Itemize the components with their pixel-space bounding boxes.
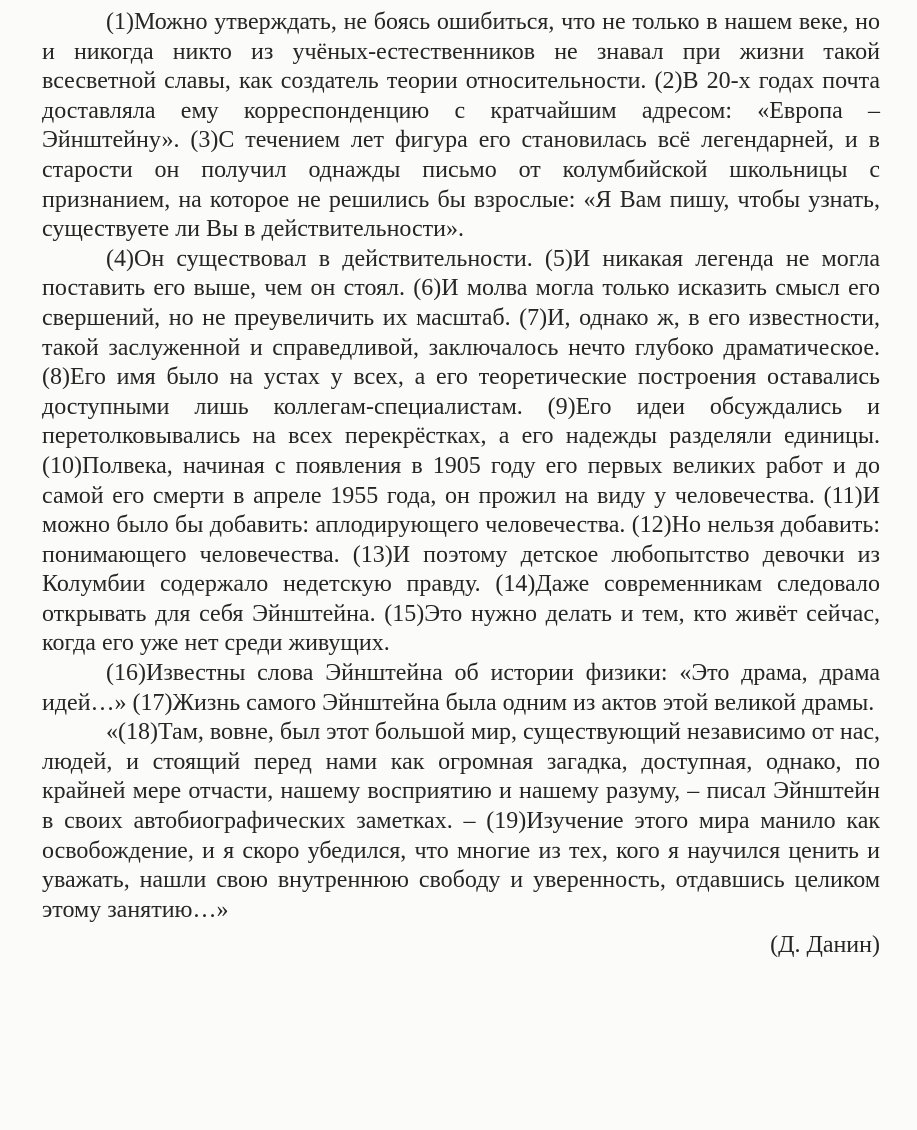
document-page	[42, 8, 880, 961]
paragraph-2: (4)Он существовал в действительности. (5)И никакая легенда не могла поставить его выше, чем он стоял. (6)И молва могла только исказить смысл его свершений, но не преувеличить их масштаб. (7)И, однако ж, в его известности, такой заслуженной и справедливой, заключалось нечто глубоко драматическое. (8)Его имя было на устах у всех, а его теоретические построения оставались доступными лишь коллегам-специалистам. (9)Его идеи обсуждались и перетолковывались на всех перекрёстках, а его надежды разделяли единицы. (10)Полвека, начиная с появления в 1905 году его первых великих работ и до самой его смерти в апреле 1955 года, он прожил на виду у человечества. (11)И можно было бы добавить: аплодирующего человечества. (12)Но нельзя добавить: понимающего человечества. (13)И поэтому детское любопытство девочки из Колумбии содержало недетскую правду. (14)Даже современникам следовало открывать для себя Эйнштейна. (15)Это нужно делать и тем, кто живёт сейчас, когда его уже нет среди живущих.	[42, 245, 880, 657]
paragraph-1: (1)Можно утверждать, не боясь ошибиться, что не только в нашем веке, но и никогда никто из учёных-естественников не знавал при жизни такой всесветной славы, как создатель теории относительности. (2)В 20-х годах почта доставляла ему корреспонденцию с кратчайшим адресом: «Европа – Эйнштейну». (3)С течением лет фигура его становилась всё легендарней, и в старости он получил однажды письмо от колумбийской школьницы с признанием, на которое не решились бы взрослые: «Я Вам пишу, чтобы узнать, существуете ли Вы в действительности».	[42, 9, 880, 243]
paragraph-3: (16)Известны слова Эйнштейна об истории физики: «Это драма, драма идей…» (17)Жизнь самого Эйнштейна была одним из актов этой великой драмы.	[42, 660, 880, 716]
author-attribution: (Д. Данин)	[770, 932, 880, 959]
paragraph-4: «(18)Там, вовне, был этот большой мир, существующий независимо от нас, людей, и стоящий перед нами как огромная загадка, доступная, однако, по крайней мере отчасти, нашему восприятию и нашему разуму, – писал Эйнштейн в своих автобиографических заметках. – (19)Изучение этого мира манило как освобождение, и я скоро убедился, что многие из тех, кого я научился ценить и уважать, нашли свою внутреннюю свободу и уверенность, отдавшись целиком этому занятию…»	[42, 719, 880, 923]
